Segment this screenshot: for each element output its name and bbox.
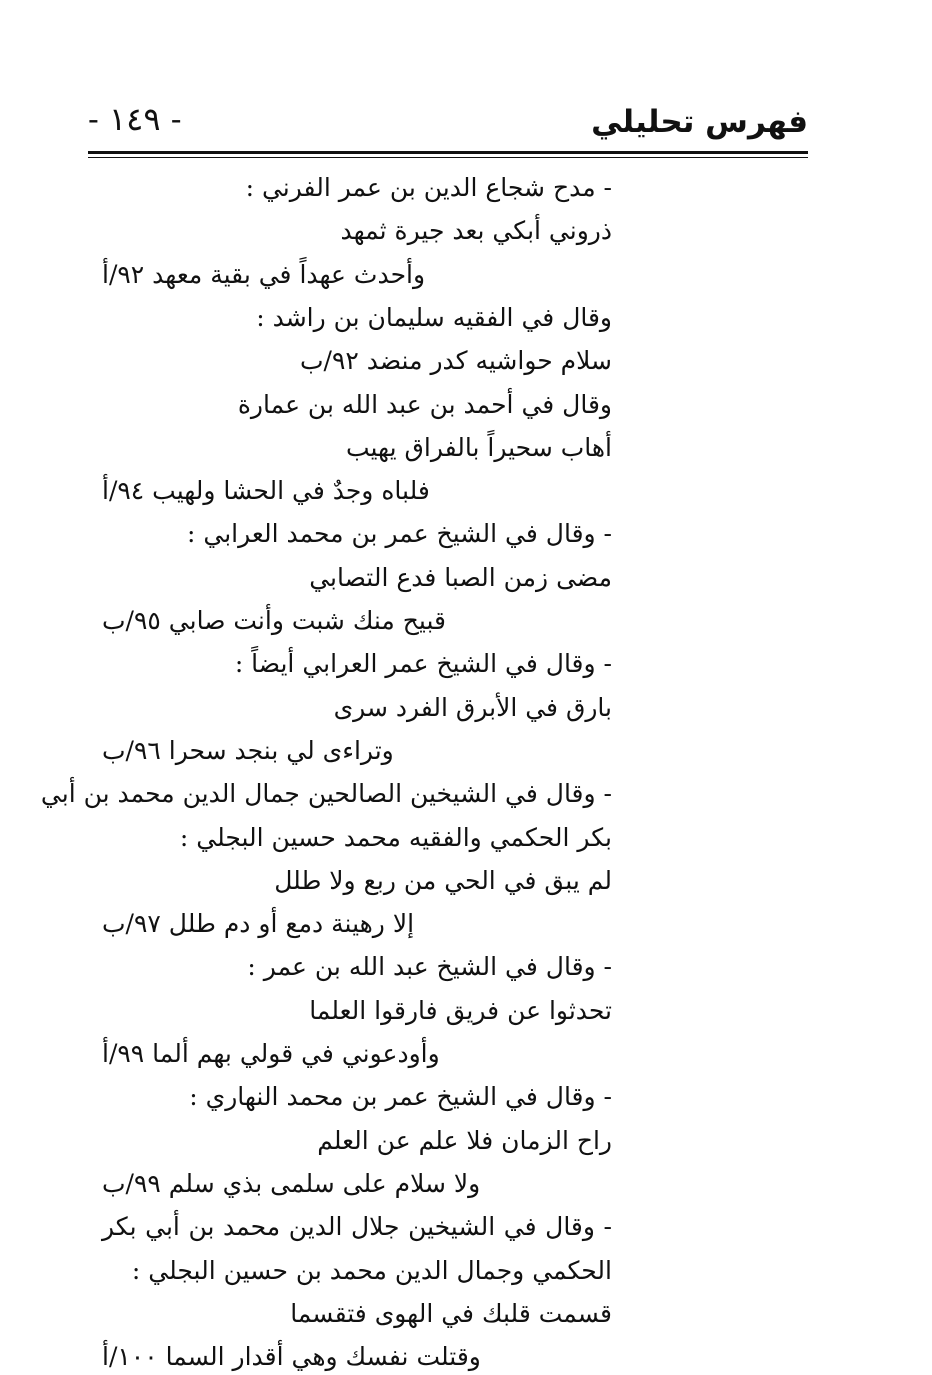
verse-line: وقتلت نفسك وهي أقدار السما ١٠٠/أ	[102, 1342, 481, 1371]
page-number: - ١٤٩ -	[88, 100, 182, 138]
index-entry: وقال في الفقيه سليمان بن راشد :	[256, 303, 612, 332]
index-entry: - وقال في الشيخ عمر العرابي أيضاً :	[235, 646, 612, 682]
running-title: فهرس تحليلي	[591, 104, 808, 140]
verse-line: إلا رهينة دمع أو دم طلل ٩٧/ب	[102, 909, 415, 938]
verse-line: فلباه وجدٌ في الحشا ولهيب ٩٤/أ	[102, 476, 430, 505]
verse-line: أهاب سحيراً بالفراق يهيب	[345, 433, 612, 462]
verse-line: تحدثوا عن فريق فارقوا العلما	[309, 996, 612, 1025]
index-entry: - مدح شجاع الدين بن عمر الفرني :	[246, 170, 612, 206]
verse-line: بارق في الأبرق الفرد سرى	[333, 693, 612, 722]
page-header	[88, 100, 808, 156]
verse-line: قسمت قلبك في الهوى فتقسما	[290, 1299, 612, 1328]
index-entry: - وقال في الشيخ عمر بن محمد النهاري :	[189, 1079, 612, 1115]
verse-line: ولا سلام على سلمى بذي سلم ٩٩/ب	[102, 1169, 481, 1198]
verse-line: لم يبق في الحي من ربع ولا طلل	[274, 866, 612, 895]
verse-line: راح الزمان فلا علم عن العلم	[317, 1126, 612, 1155]
verse-line: سلام حواشيه كدر منضد ٩٢/ب	[299, 346, 612, 375]
verse-line: ذروني أبكي بعد جيرة ثمهد	[340, 216, 612, 245]
index-entry: - وقال في الشيخين الصالحين جمال الدين محمد بن أبي	[102, 776, 612, 812]
index-entry: وقال في أحمد بن عبد الله بن عمارة	[237, 390, 612, 419]
verse-line: قبيح منك شبت وأنت صابي ٩٥/ب	[102, 606, 446, 635]
verse-line: وأودعوني في قولي بهم ألما ٩٩/أ	[102, 1039, 440, 1068]
header-rule	[88, 151, 808, 154]
index-entry: - وقال في الشيخ عمر بن محمد العرابي :	[187, 516, 612, 552]
index-entry: بكر الحكمي والفقيه محمد حسين البجلي :	[179, 823, 612, 852]
index-entry: - وقال في الشيخ عبد الله بن عمر :	[247, 949, 612, 985]
index-entry: الحكمي وجمال الدين محمد بن حسين البجلي :	[131, 1256, 612, 1285]
index-entry: - وقال في الشيخين جلال الدين محمد بن أبي بكر	[102, 1209, 612, 1245]
verse-line: وأحدث عهداً في بقية معهد ٩٢/أ	[102, 260, 426, 289]
header-rule-thin	[88, 157, 808, 158]
verse-line: مضى زمن الصبا فدع التصابي	[309, 563, 612, 592]
verse-line: وتراءى لي بنجد سحرا ٩٦/ب	[102, 736, 394, 765]
